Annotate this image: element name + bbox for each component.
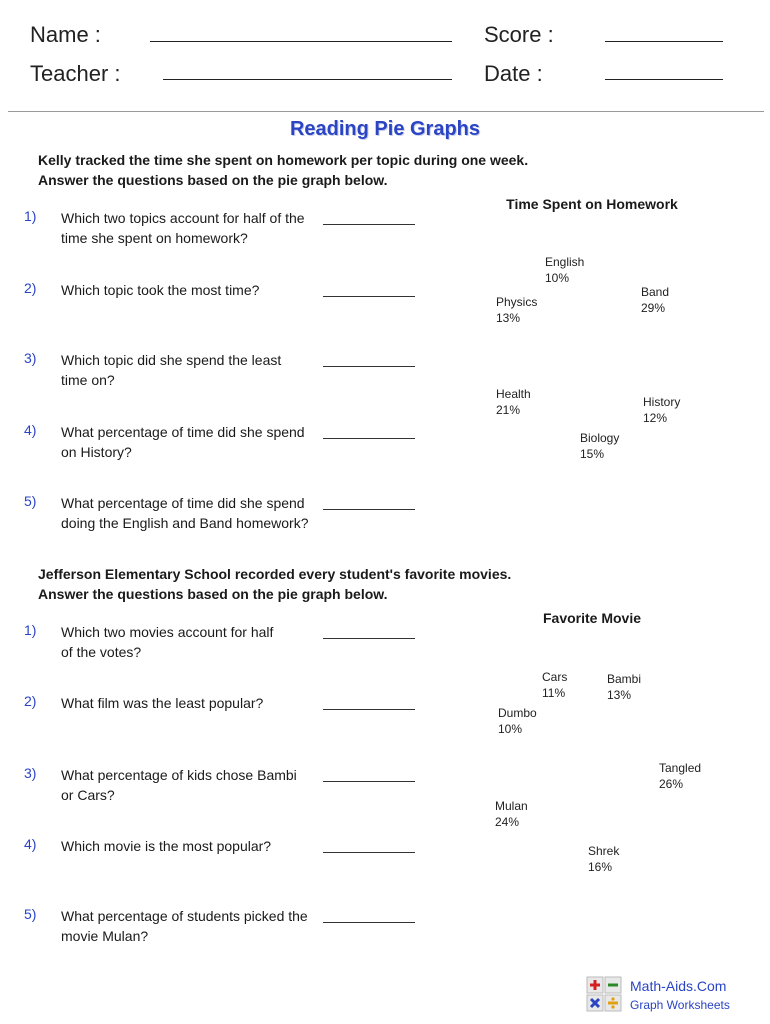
s1-q1-text: Which two topics account for half of the time she spent on homework?: [61, 210, 305, 246]
teacher-label: Teacher :: [30, 61, 121, 86]
s2-q5-text: What percentage of students picked the movie Mulan?: [61, 908, 308, 944]
s1-q1-number: 1): [24, 208, 37, 224]
header-divider: [8, 111, 764, 112]
section2-intro-line2: Answer the questions based on the pie graph below.: [38, 586, 388, 602]
chart2-slice-label-mulan: Mulan 24%: [495, 799, 528, 829]
s1-q2-number: 2): [24, 280, 37, 296]
s2-q2-answer-line[interactable]: [323, 709, 415, 710]
s2-q2-text: What film was the least popular?: [61, 695, 264, 711]
section2-intro-line1: Jefferson Elementary School recorded every student's favorite movies.: [38, 566, 512, 582]
chart2-slice-label-tangled: Tangled 26%: [659, 761, 702, 791]
section1-intro-line1: Kelly tracked the time she spent on homework per topic during one week.: [38, 152, 529, 168]
s1-q4-number: 4): [24, 422, 37, 438]
score-label: Score :: [484, 22, 554, 47]
s2-q4-text: Which movie is the most popular?: [61, 838, 272, 854]
chart1-slice-label-band: Band 29%: [641, 285, 670, 315]
s2-q4-number: 4): [24, 836, 37, 852]
chart1-slice-label-physics: Physics 13%: [496, 295, 538, 325]
chart2-slice-label-dumbo: Dumbo 10%: [498, 706, 537, 736]
section2-intro: [38, 564, 511, 604]
date-answer-line[interactable]: [605, 79, 723, 80]
date-label: Date :: [484, 61, 543, 86]
s2-q3-number: 3): [24, 765, 37, 781]
math-aids-logo-icon: [586, 976, 622, 1012]
chart1-slice-label-history: History 12%: [643, 395, 681, 425]
s2-q1-number: 1): [24, 622, 37, 638]
s1-q4-text: What percentage of time did she spend on History?: [61, 424, 305, 460]
chart2-slice-label-shrek: Shrek 16%: [588, 844, 620, 874]
name-label: Name :: [30, 22, 101, 47]
chart2-title: Favorite Movie: [542, 610, 642, 626]
s1-q3-number: 3): [24, 350, 37, 366]
s1-q2-answer-line[interactable]: [323, 296, 415, 297]
name-answer-line[interactable]: [150, 41, 452, 42]
chart1-slice-label-english: English 10%: [545, 255, 585, 285]
s2-q5-answer-line[interactable]: [323, 922, 415, 923]
page-title: Reading Pie Graphs: [289, 118, 481, 140]
teacher-answer-line[interactable]: [163, 79, 452, 80]
s2-q3-answer-line[interactable]: [323, 781, 415, 782]
s1-q5-text: What percentage of time did she spend doing the English and Band homework?: [61, 495, 309, 531]
s2-q5-number: 5): [24, 906, 37, 922]
s2-q2-number: 2): [24, 693, 37, 709]
s1-q1-answer-line[interactable]: [323, 224, 415, 225]
s2-q4-answer-line[interactable]: [323, 852, 415, 853]
chart1-slice-label-health: Health 21%: [496, 387, 531, 417]
logo-text[interactable]: Math-Aids.Com: [630, 978, 727, 994]
s1-q4-answer-line[interactable]: [323, 438, 415, 439]
s1-q5-answer-line[interactable]: [323, 509, 415, 510]
chart2-slice-label-cars: Cars 11%: [542, 670, 568, 700]
s2-q3-text: What percentage of kids chose Bambi or Cars?: [61, 767, 297, 803]
s1-q2-text: Which topic took the most time?: [61, 282, 260, 298]
s1-q3-answer-line[interactable]: [323, 366, 415, 367]
chart1-slice-label-biology: Biology 15%: [580, 431, 620, 461]
s2-q1-answer-line[interactable]: [323, 638, 415, 639]
section1-intro: [38, 150, 528, 190]
s1-q5-number: 5): [24, 493, 37, 509]
section1-intro-line2: Answer the questions based on the pie graph below.: [38, 172, 388, 188]
s1-q3-text: Which topic did she spend the least time on?: [61, 352, 282, 388]
score-answer-line[interactable]: [605, 41, 723, 42]
chart2-slice-label-bambi: Bambi 13%: [607, 672, 642, 702]
logo-subtitle: Graph Worksheets: [630, 998, 730, 1012]
chart1-title: Time Spent on Homework: [506, 196, 678, 212]
s2-q1-text: Which two movies account for half of the votes?: [61, 624, 274, 660]
